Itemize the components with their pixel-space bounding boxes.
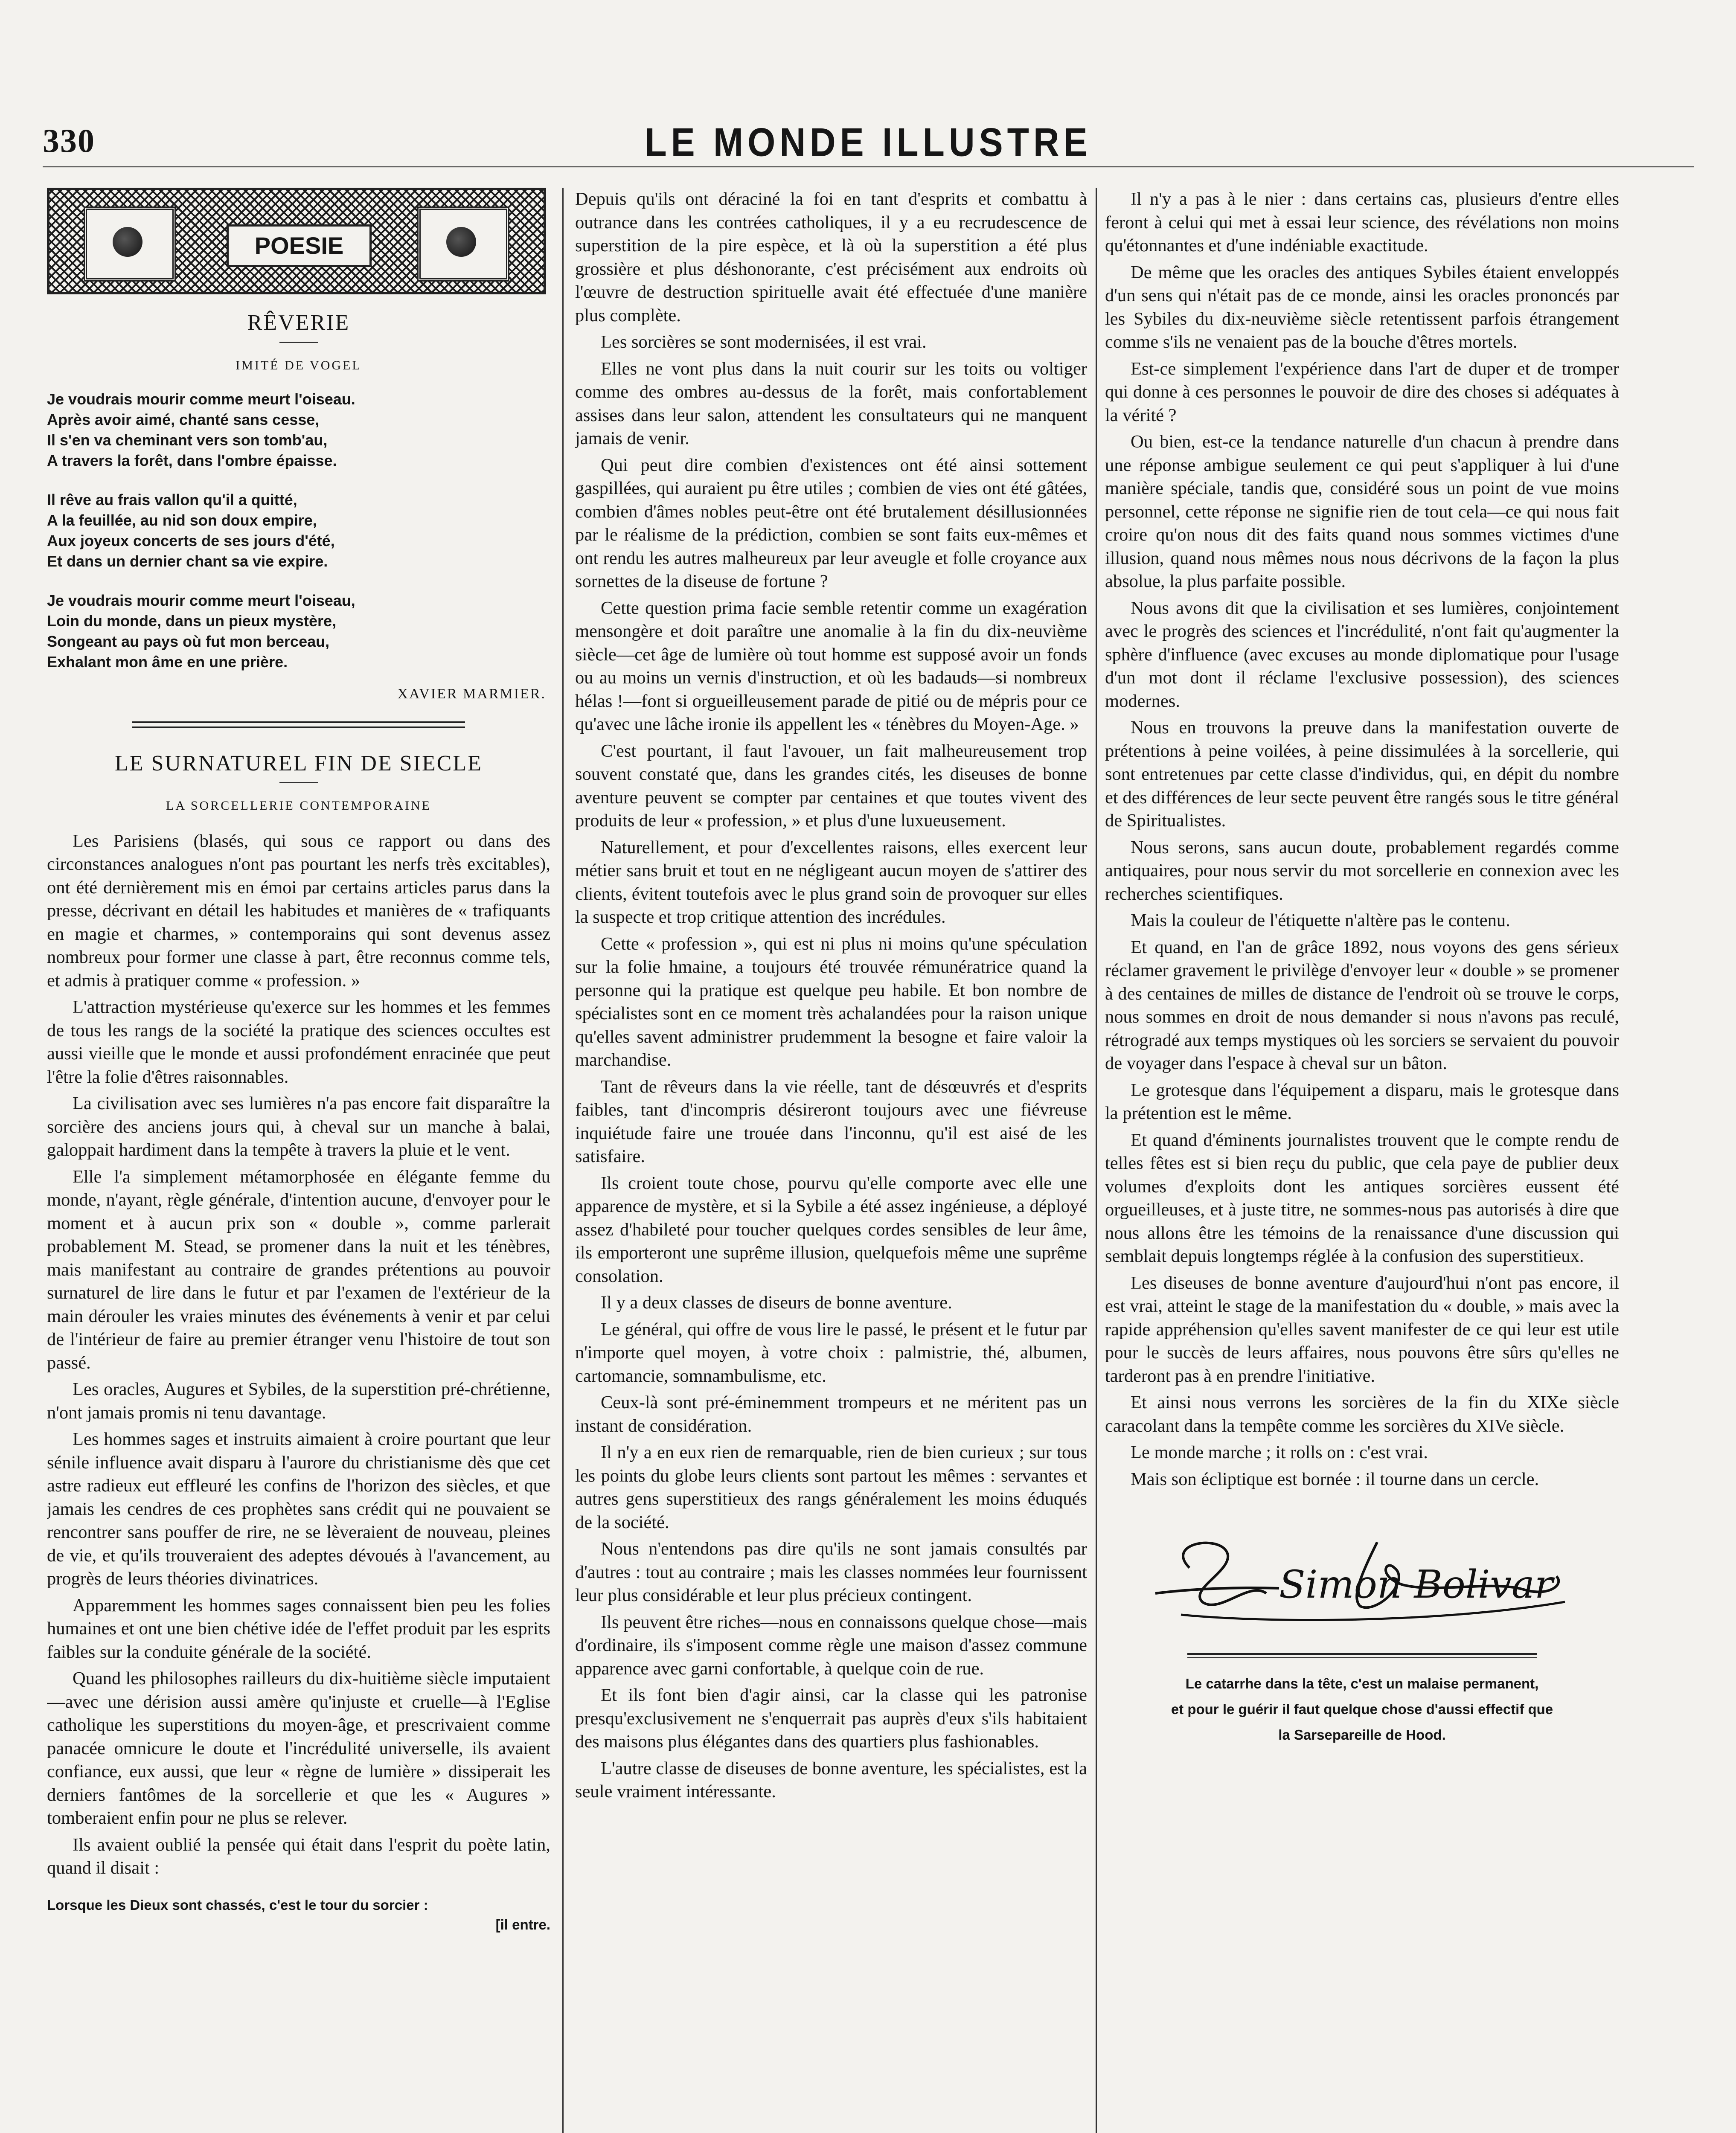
signature-simon-bolivar xyxy=(1138,1517,1586,1636)
paragraph: Il n'y a pas à le nier : dans certains cas, plusieurs d'entre elles feront à celui qui met à essai leur science, des révélations non moins qu'étonnantes et d'une indéniable exactitude. xyxy=(1105,189,1619,256)
paragraph: Les oracles, Augures et Sybiles, de la superstition pré-chrétienne, n'ont jamais promis ni tenu davantage. xyxy=(47,1379,550,1423)
column-1 xyxy=(47,188,550,2133)
paragraph: Les Parisiens (blasés, qui sous ce rapport ou dans des circonstances analogues n'ont pas pourtant les nerfs très excitables), ont été dernièrement mis en émoi par certains articles parus dans la presse, décrivant en détail les habitudes et manières de « trafiquants en magie et charmes, » contemporains qui sont devenus assez nombreux pour former une classe à part, être reconnus comme tels, et admis à pratiquer comme « profession. » xyxy=(47,831,550,991)
paragraph: Et ainsi nous verrons les sorcières de la fin du XIXe siècle caracolant dans la tempête comme les sorcières du XIVe siècle. xyxy=(1105,1392,1619,1436)
poesie-label: POESIE xyxy=(227,224,372,267)
poem-line: A travers la forêt, dans l'ombre épaisse. xyxy=(47,452,337,469)
poem-title: RÊVERIE xyxy=(247,311,350,335)
column-3 xyxy=(1105,188,1619,2133)
quote-end: [il entre. xyxy=(495,1916,550,1932)
poem-line: Je voudrais mourir comme meurt l'oiseau, xyxy=(47,592,355,609)
ad-divider xyxy=(1187,1653,1537,1658)
poem xyxy=(47,389,550,672)
paragraph: Le général, qui offre de vous lire le passé, le présent et le futur par n'importe quel moyen, à votre choix : palmistrie, thé, albumen, cartomancie, somnambulisme, etc. xyxy=(575,1319,1087,1386)
page-number: 330 xyxy=(43,122,95,159)
poem-line: Loin du monde, dans un pieux mystère, xyxy=(47,612,337,630)
poem-line: Aux joyeux concerts de ses jours d'été, xyxy=(47,532,335,549)
ornament-medallion-icon xyxy=(417,206,509,282)
paragraph: Les sorcières se sont modernisées, il est vrai. xyxy=(601,332,927,352)
paragraph: Elles ne vont plus dans la nuit courir sur les toits ou voltiger comme des ombres au-dessus de la forêt, mais confortablement assises dans leur salon, attendent les consultateurs qui ne manquent jamais de venir. xyxy=(575,358,1087,448)
paragraph: Ils peuvent être riches—nous en connaissons quelque chose—mais d'ordinaire, ils s'imposent comme règle une maison d'assez commune apparence avec garni confortable, à quelque coin de rue. xyxy=(575,1612,1087,1679)
paragraph: Les hommes sages et instruits aimaient à croire pourtant que leur sénile influence avait disparu à l'aurore du christianisme dès que cet astre radieux eut effleuré les confins de l'horizon des siècles, et que jamais les cendres de ces prophètes sans crédit qui ne pouvaient se rencontrer sans pouffer de rire, ne se lèveraient de nouveau, pleines de vie, et qu'ils trouveraient des adeptes dévoués à l'avancement, au progrès de leurs théories divinatrices. xyxy=(47,1429,550,1589)
latin-quote xyxy=(47,1895,550,1935)
paragraph: Elle l'a simplement métamorphosée en élégante femme du monde, n'ayant, règle générale, d'intention aucune, d'envoyer pour le moment et à aucun prix son « double », comme parlerait probablement M. Stead, se promener dans la nuit et les ténèbres, mais manifestant au contraire de grandes prétentions au pouvoir surnaturel de lire dans le futur et par l'examen de l'extérieur de la main dérouler les vraies minutes des événements à venir et par celui de l'intérieur de faire au premier étranger venu l'histoire de tout son passé. xyxy=(47,1166,550,1373)
paragraph: La civilisation avec ses lumières n'a pas encore fait disparaître la sorcière des anciens jours qui, à cheval sur un manche à balai, galoppait hardiment dans la tempête à travers la pluie et le vent. xyxy=(47,1093,550,1160)
paragraph: Est-ce simplement l'expérience dans l'art de duper et de tromper qui donne à ces personnes le pouvoir de dire des choses si adéquates à la vérité ? xyxy=(1105,358,1619,425)
paragraph: Cette « profession », qui est ni plus ni moins qu'une spéculation sur la folie hmaine, a toujours été trouvée rémunératrice quand la personne qui la pratique est quelque peu habile. Et bon nombre de spécialistes sont en ce moment très achalandées pour la raison unique qu'elles savent administrer prudemment la besogne et faire valoir la marchandise. xyxy=(575,933,1087,1070)
paragraph: Naturellement, et pour d'excellentes raisons, elles exercent leur métier sans bruit et tout en ne négligeant aucun moyen de s'attirer des clients, évitent toutefois avec le plus grand soin de provoquer sur elles la suspecte et trop critique attention des incrédules. xyxy=(575,837,1087,927)
paragraph: Il y a deux classes de diseurs de bonne aventure. xyxy=(601,1293,952,1313)
poem-stanza xyxy=(47,389,550,471)
paragraph: Et ils font bien d'agir ainsi, car la classe qui les patronise presqu'exclusivement ne s'enquerrait pas auprès d'eux s'ils habitaient des maisons plus élégantes dans des quartiers plus fashionables. xyxy=(575,1685,1087,1752)
short-rule xyxy=(279,782,318,783)
paragraph: Cette question prima facie semble retentir comme un exagération mensongère et doit paraître une anomalie à la fin du dix-neuvième siècle—cet âge de lumière où tout homme est supposé avoir un fonds ou au moins un vernis d'instruction, et où les badauds—si nombreux hélas !—font si orgueilleusement parade de pitié ou de mépris pour ce qu'avec une lâche ironie ils appellent les « ténèbres du Moyen-Age. » xyxy=(575,598,1087,734)
short-rule xyxy=(279,342,318,343)
column-separator xyxy=(1096,188,1097,2133)
poem-subtitle: IMITÉ DE VOGEL xyxy=(236,358,362,372)
signature-text: Simon Bolivar xyxy=(1279,1562,1553,1607)
poem-stanza xyxy=(47,590,550,672)
paragraph: Qui peut dire combien d'existences ont été ainsi sottement gaspillées, qui auraient pu être utiles ; combien de vies ont été gâtées, combien d'âmes nobles peut-être ont été brutalement désillusionnées par le réalisme de la prédiction, combien se sont faits eux-mêmes et ont rendu les autres malheureux par leur aveugle et folle croyance aux sornettes de la diseuse de fortune ? xyxy=(575,455,1087,591)
ad-line: et pour le guérir il faut quelque chose d'aussi effectif que xyxy=(1171,1701,1553,1717)
poem-line: Exhalant mon âme en une prière. xyxy=(47,653,288,671)
poem-line: Il rêve au frais vallon qu'il a quitté, xyxy=(47,491,297,509)
poem-author: XAVIER MARMIER. xyxy=(397,686,546,702)
poem-line: A la feuillée, au nid son doux empire, xyxy=(47,511,317,529)
paragraph: Ou bien, est-ce la tendance naturelle d'un chacun à prendre dans une réponse ambigue seulement ce qui peut s'appliquer à lui d'une manière spéciale, tandis que, considéré sous un point de vue moins personnel, cette réponse ne signifie rien de tout cela—ce qui nous fait croire qu'on nous dit des faits quand nous sommes victimes d'une illusion, quand nous mêmes nous nous décrivons de la façon la plus absolue, la plus parfaite possible. xyxy=(1105,432,1619,591)
paragraph: Mais son écliptique est bornée : il tourne dans un cercle. xyxy=(1131,1469,1539,1489)
paragraph: Nous serons, sans aucun doute, probablement regardés comme antiquaires, pour nous servir du mot sorcellerie en connexion avec les recherches scientifiques. xyxy=(1105,837,1619,904)
poem-line: Et dans un dernier chant sa vie expire. xyxy=(47,552,328,570)
paragraph: Ils avaient oublié la pensée qui était dans l'esprit du poète latin, quand il disait : xyxy=(47,1834,550,1878)
ad-line: Le catarrhe dans la tête, c'est un malaise permanent, xyxy=(1185,1676,1539,1691)
poesie-banner xyxy=(47,188,546,294)
paragraph: Ceux-là sont pré-éminemment trompeurs et ne méritent pas un instant de considération. xyxy=(575,1392,1087,1436)
paragraph: Le monde marche ; it rolls on : c'est vrai. xyxy=(1131,1442,1428,1462)
column-2 xyxy=(575,188,1087,2133)
article-subtitle: LA SORCELLERIE CONTEMPORAINE xyxy=(166,799,431,813)
page-header xyxy=(43,119,1694,169)
paragraph: Nous en trouvons la preuve dans la manifestation ouverte de prétentions à peine voilées, à peine dissimulées à la sorcellerie, qui sont entretenues par cette classe d'individus, qui, en dépit du nombre et des différences de leur secte peuvent être rangés sous le titre général de Spiritualistes. xyxy=(1105,718,1619,831)
header-rule xyxy=(43,166,1694,168)
ornament-medallion-icon xyxy=(84,206,176,282)
poem-line: Songeant au pays où fut mon berceau, xyxy=(47,633,330,650)
paragraph: Nous avons dit que la civilisation et ses lumières, conjointement avec le progrès des sciences et l'incrédulité, n'ont fait qu'augmenter la sphère d'influence (avec excuses au monde diplomatique pour l'usage d'un mot dont il réclame l'exclusive possession), des sciences modernes. xyxy=(1105,598,1619,711)
poem-line: Je voudrais mourir comme meurt l'oiseau. xyxy=(47,390,355,408)
paragraph: L'attraction mystérieuse qu'exerce sur les hommes et les femmes de tous les rangs de la société la pratique des sciences occultes est aussi vieille que le monde et aussi profondément enracinée que peut l'être la folie d'êtres raisonnables. xyxy=(47,997,550,1087)
paragraph: Ils croient toute chose, pourvu qu'elle comporte avec elle une apparence de mystère, et si la Sybile a été assez ingénieuse, a déployé assez d'habileté pour toucher quelques cordes sensibles de leur âme, ils emporteront une suprême illusion, quelquefois même une suprême consolation. xyxy=(575,1173,1087,1286)
paragraph: Et quand, en l'an de grâce 1892, nous voyons des gens sérieux réclamer gravement le privilège d'envoyer leur « double » se promener à des centaines de milles de distance de l'endroit où se trouve le corps, nous sommes en droit de nous demander si nous n'avons pas reculé, rétrogradé aux temps mystiques où les sorciers se servaient du pouvoir de voyager dans l'espace à cheval sur un bâton. xyxy=(1105,937,1619,1073)
advertisement xyxy=(1105,1671,1619,1748)
poem-stanza xyxy=(47,490,550,572)
paragraph: Apparemment les hommes sages connaissent bien peu les folies humaines et ont une bien chétive idée de l'effet produit par les esprits faibles sur la conduite générale de la société. xyxy=(47,1595,550,1662)
quote-text: Lorsque les Dieux sont chassés, c'est le tour du sorcier : xyxy=(47,1897,428,1913)
paragraph: Et quand d'éminents journalistes trouvent que le compte rendu de telles fêtes est si bien reçu du public, que cela paye de publier deux volumes d'exploits dont les antiques sorcières eussent été orgueilleuses, et à juste titre, ne sommes-nous pas autorisés à dire que nous allons être les témoins de la renaissance d'une discussion qui semblait depuis longtemps réglée à la confusion des superstitieux. xyxy=(1105,1130,1619,1266)
poem-line: Il s'en va cheminant vers son tomb'au, xyxy=(47,431,328,449)
paragraph: Depuis qu'ils ont déraciné la foi en tant d'esprits et combattu à outrance dans les contrées catholiques, il y a eu recrudescence de superstition de la pire espèce, et là où la superstition a été plus grossière et plus déshonorante, c'est précisément aux endroits où l'œuvre de destruction spirituelle avait été effectuée d'une manière plus complète. xyxy=(575,189,1087,325)
paragraph: C'est pourtant, il faut l'avouer, un fait malheureusement trop souvent constaté que, dans les grandes cités, les diseuses de bonne aventure peuvent se compter par centaines et que toutes vivent des produits de leur « profession, » et plus d'une luxueusement. xyxy=(575,741,1087,831)
paragraph: Tant de rêveurs dans la vie réelle, tant de désœuvrés et d'esprits faibles, tant d'incompris désireront toujours avec une fiévreuse inquiétude faire une trouée dans l'inconnu, qu'il est aisé de les satisfaire. xyxy=(575,1076,1087,1166)
poem-line: Après avoir aimé, chanté sans cesse, xyxy=(47,411,320,428)
paragraph: Mais la couleur de l'étiquette n'altère pas le contenu. xyxy=(1131,910,1510,930)
section-divider xyxy=(132,721,465,728)
column-separator xyxy=(562,188,564,2133)
paragraph: L'autre classe de diseuses de bonne aventure, les spécialistes, est la seule vraiment intéressante. xyxy=(575,1758,1087,1802)
paragraph: Il n'y a en eux rien de remarquable, rien de bien curieux ; sur tous les points du globe leurs clients sont partout les mêmes : servantes et autres gens superstitieux des rangs généralement les moins éduqués de la société. xyxy=(575,1442,1087,1532)
paragraph: Quand les philosophes railleurs du dix-huitième siècle imputaient—avec une dérision aussi amère qu'injuste et cruelle—à l'Eglise catholique les superstitions du moyen-âge, et prescrivaient comme panacée omnicure le doute et l'incrédulité universelle, ils avaient confiance, eux aussi, que leur « règne de lumière » dissiperait les derniers fantômes de la sorcellerie et que les « Augures » tomberaient enfin pour ne plus se relever. xyxy=(47,1668,550,1828)
ad-line: la Sarsepareille de Hood. xyxy=(1278,1727,1446,1743)
article-title: LE SURNATUREL FIN DE SIECLE xyxy=(115,751,483,776)
paragraph: Nous n'entendons pas dire qu'ils ne sont jamais consultés par d'autres : tout au contraire ; mais les classes nommées leur fournissent leur plus considérable et leur plus précieux contingent. xyxy=(575,1539,1087,1605)
paragraph: De même que les oracles des antiques Sybiles étaient enveloppés d'un sens qui n'était pas de ce monde, ainsi les oracles prononcés par les Sybiles du dix-neuvième siècle retentissent parfois étrangement comme s'ils ne venaient pas de la bouche d'êtres mortels. xyxy=(1105,262,1619,352)
paragraph: Le grotesque dans l'équipement a disparu, mais le grotesque dans la prétention est le même. xyxy=(1105,1080,1619,1123)
paragraph: Les diseuses de bonne aventure d'aujourd'hui n'ont pas encore, il est vrai, atteint le stage de la manifestation du « double, » mais avec la rapide appréhension qu'elles savent manifester de ce qui leur est utile pour le succès de leurs affaires, nous pouvons être sûrs qu'elles ne tarderont pas à en prendre l'initiative. xyxy=(1105,1273,1619,1386)
masthead-title: LE MONDE ILLUSTRE xyxy=(645,119,1092,165)
